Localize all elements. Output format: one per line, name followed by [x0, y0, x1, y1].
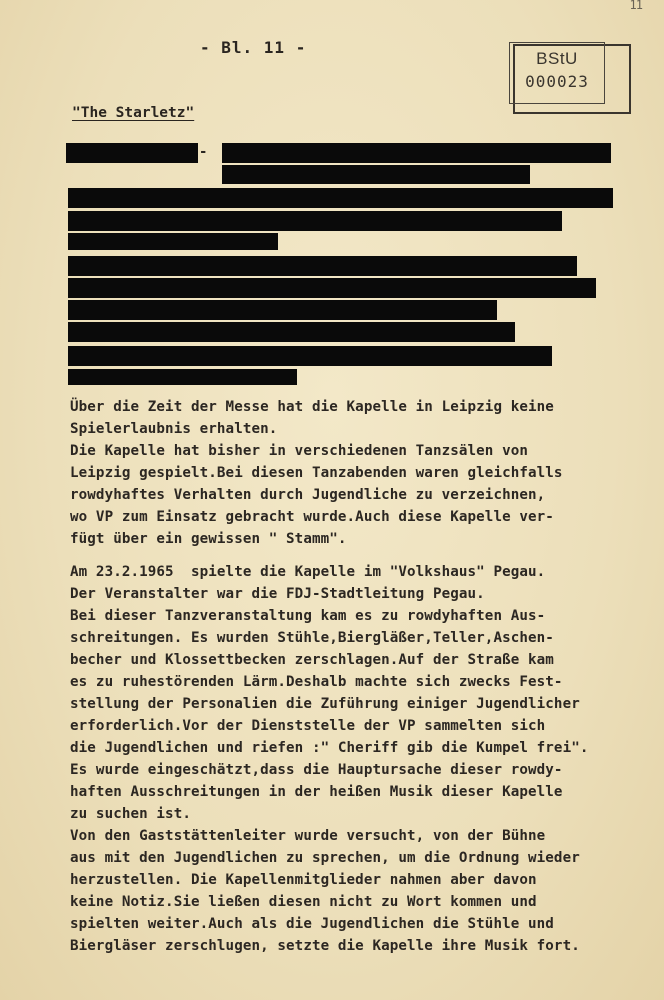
archive-stamp	[513, 44, 631, 114]
text-line: becher und Klossettbecken zerschlagen.Auf der Straße kam	[70, 652, 554, 668]
section-heading: "The Starletz"	[72, 105, 195, 121]
text-line: wo VP zum Einsatz gebracht wurde.Auch diese Kapelle ver-	[70, 509, 554, 525]
text-line: keine Notiz.Sie ließen diesen nicht zu Wort kommen und	[70, 894, 537, 910]
redaction-bar	[68, 322, 515, 342]
paragraph-1	[70, 396, 630, 550]
text-line: Es wurde eingeschätzt,dass die Hauptursache dieser rowdy-	[70, 762, 563, 778]
redaction-bar	[68, 300, 497, 320]
redaction-bar	[68, 346, 552, 366]
text-line: Spielerlaubnis erhalten.	[70, 421, 278, 437]
text-line: fügt über ein gewissen " Stamm".	[70, 531, 347, 547]
stamp-number: 000023	[525, 72, 589, 91]
redaction-bar	[222, 165, 530, 184]
text-line: stellung der Personalien die Zuführung einiger Jugendlicher	[70, 696, 580, 712]
hyphen-mark: -	[199, 144, 208, 160]
text-line: Am 23.2.1965 spielte die Kapelle im "Volkshaus" Pegau.	[70, 564, 546, 580]
text-line: schreitungen. Es wurden Stühle,Biergläßer,Teller,Aschen-	[70, 630, 554, 646]
redaction-bar	[66, 143, 198, 163]
stamp-organization: BStU	[536, 49, 578, 68]
text-line: Über die Zeit der Messe hat die Kapelle in Leipzig keine	[70, 399, 554, 415]
redaction-bar	[68, 256, 577, 276]
text-line: spielten weiter.Auch als die Jugendlichen die Stühle und	[70, 916, 554, 932]
text-line: Leipzig gespielt.Bei diesen Tanzabenden waren gleichfalls	[70, 465, 563, 481]
redaction-bar	[68, 369, 297, 385]
text-line: es zu ruhestörenden Lärm.Deshalb machte sich zwecks Fest-	[70, 674, 563, 690]
page-number: - Bl. 11 -	[200, 38, 307, 57]
text-line: zu suchen ist.	[70, 806, 191, 822]
archive-stamp-inner	[509, 42, 605, 104]
redaction-bar	[68, 188, 613, 208]
paragraph-2	[70, 561, 630, 957]
corner-page-mark: 11	[629, 0, 642, 12]
text-line: Die Kapelle hat bisher in verschiedenen Tanzsälen von	[70, 443, 529, 459]
text-line: haften Ausschreitungen in der heißen Musik dieser Kapelle	[70, 784, 563, 800]
text-line: Bei dieser Tanzveranstaltung kam es zu rowdyhaften Aus-	[70, 608, 546, 624]
redaction-bar	[68, 233, 278, 250]
text-line: erforderlich.Vor der Dienststelle der VP sammelten sich	[70, 718, 546, 734]
text-line: herzustellen. Die Kapellenmitglieder nahmen aber davon	[70, 872, 537, 888]
text-line: Biergläser zerschlugen, setzte die Kapelle ihre Musik fort.	[70, 938, 580, 954]
text-line: Von den Gaststättenleiter wurde versucht, von der Bühne	[70, 828, 546, 844]
text-line: Der Veranstalter war die FDJ-Stadtleitung Pegau.	[70, 586, 485, 602]
redaction-bar	[68, 211, 562, 231]
text-line: die Jugendlichen und riefen :" Cheriff gib die Kumpel frei".	[70, 740, 589, 756]
redaction-bar	[222, 143, 611, 163]
text-line: aus mit den Jugendlichen zu sprechen, um die Ordnung wieder	[70, 850, 580, 866]
text-line: rowdyhaftes Verhalten durch Jugendliche zu verzeichnen,	[70, 487, 546, 503]
redaction-bar	[68, 278, 596, 298]
